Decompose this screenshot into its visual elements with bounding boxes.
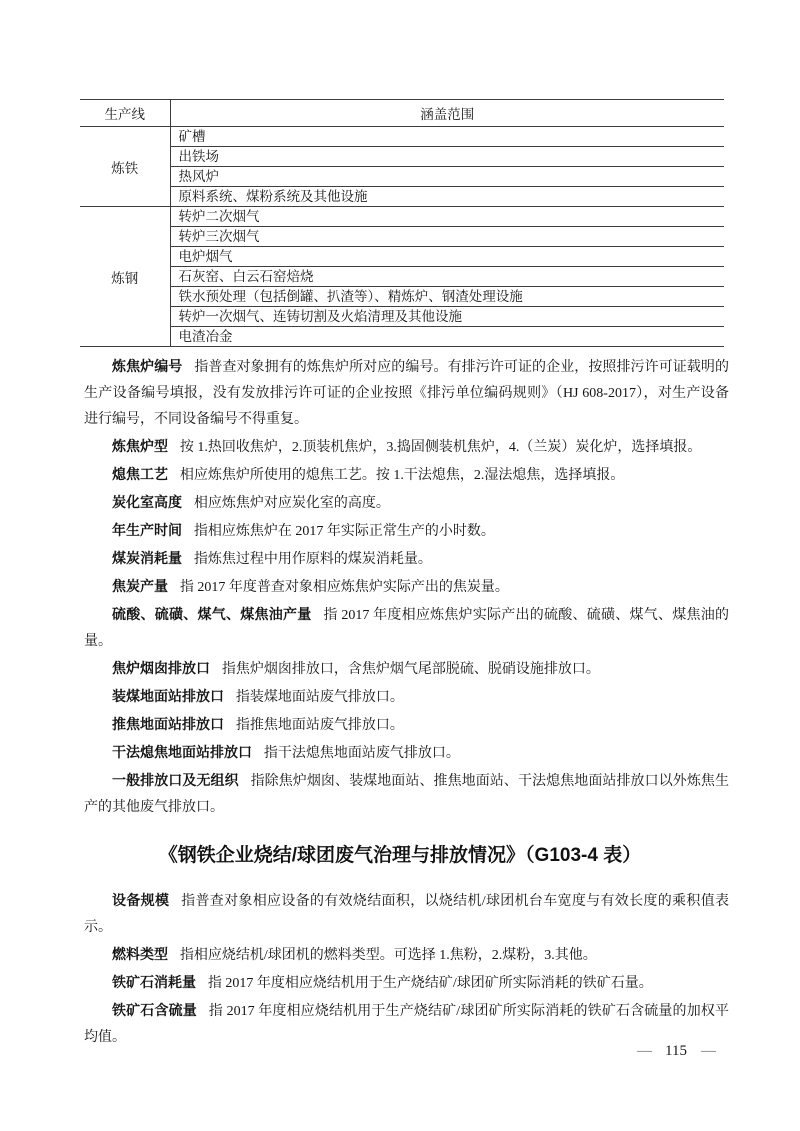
group-cell-steelmaking: 炼钢: [80, 207, 170, 347]
definition-paragraph: [84, 711, 729, 739]
definition-text: 相应炼焦炉对应炭化室的高度。: [193, 496, 390, 511]
definition-paragraph: [84, 489, 729, 517]
definition-paragraph: [84, 601, 729, 655]
definition-text: 指装煤地面站废气排放口。: [235, 690, 404, 705]
footer-page-number: 115: [665, 1043, 687, 1059]
table-row: [80, 267, 724, 287]
header-cell-coverage: 涵盖范围: [170, 100, 724, 127]
coverage-cell: 铁水预处理（包括倒罐、扒渣等）、精炼炉、钢渣处理设施: [170, 287, 724, 307]
definition-text: 指 2017 年度普查对象相应炼焦炉实际产出的焦炭量。: [179, 580, 509, 595]
table-row: [80, 327, 724, 347]
definition-text: 指干法熄焦地面站废气排放口。: [263, 746, 460, 761]
definition-paragraph: [84, 573, 729, 601]
table-row: [80, 127, 724, 147]
definition-text: 指普查对象拥有的炼焦炉所对应的编号。有排污许可证的企业，按照排污许可证载明的生产设备编号填报，没有发放排污许可证的企业按照《排污单位编码规则》（HJ 608-2017），对生产设备进行编号，不同设备编号不得重复。: [84, 360, 730, 427]
definition-paragraph: [84, 767, 729, 821]
footer-dash-right: —: [701, 1043, 715, 1059]
table-row: [80, 147, 724, 167]
term-label: 设备规模: [112, 892, 170, 908]
definitions-section-coking: [84, 353, 729, 821]
table-header-row: [80, 100, 724, 127]
term-label: 年生产时间: [112, 522, 182, 538]
definition-paragraph: [84, 997, 729, 1051]
definition-text: 指普查对象相应设备的有效烧结面积，以烧结机/球团机台车宽度与有效长度的乘积值表示。: [84, 894, 730, 935]
coverage-cell: 原料系统、煤粉系统及其他设施: [170, 187, 724, 207]
section-heading: 《钢铁企业烧结/球团废气治理与排放情况》（G103-4 表）: [158, 845, 642, 866]
table-row: [80, 227, 724, 247]
definition-paragraph: [84, 739, 729, 767]
term-label: 铁矿石含硫量: [112, 1002, 197, 1018]
definition-text: 指推焦地面站废气排放口。: [235, 718, 404, 733]
definition-paragraph: [84, 887, 729, 941]
definition-paragraph: [84, 941, 729, 969]
table-row: [80, 247, 724, 267]
definition-paragraph: [84, 517, 729, 545]
definition-text: 指相应烧结机/球团机的燃料类型。可选择 1.焦粉，2.煤粉，3.其他。: [179, 948, 597, 963]
term-label: 煤炭消耗量: [112, 550, 182, 566]
definition-text: 指相应炼焦炉在 2017 年实际正常生产的小时数。: [193, 524, 495, 539]
term-label: 炼焦炉编号: [112, 358, 183, 374]
term-label: 硫酸、硫磺、煤气、煤焦油产量: [112, 606, 312, 622]
term-label: 推焦地面站排放口: [112, 716, 224, 732]
term-label: 燃料类型: [112, 946, 168, 962]
term-label: 炭化室高度: [112, 494, 182, 510]
definition-text: 指 2017 年度相应炼焦炉实际产出的硫酸、硫磺、煤气、煤焦油的量。: [84, 608, 729, 649]
definition-paragraph: [84, 461, 729, 489]
definition-text: 指焦炉烟囱排放口，含焦炉烟气尾部脱硫、脱硝设施排放口。: [221, 662, 600, 677]
table-row: [80, 187, 724, 207]
definitions-section-sintering: [84, 887, 729, 1051]
coverage-cell: 出铁场: [170, 147, 724, 167]
table-row: [80, 167, 724, 187]
definition-paragraph: [84, 655, 729, 683]
definition-paragraph: [84, 353, 729, 433]
definition-text: 指 2017 年度相应烧结机用于生产烧结矿/球团矿所实际消耗的铁矿石量。: [207, 976, 653, 991]
coverage-cell: 电炉烟气: [170, 247, 724, 267]
production-line-table: [80, 99, 724, 347]
coverage-cell: 转炉三次烟气: [170, 227, 724, 247]
term-label: 熄焦工艺: [112, 466, 168, 482]
definition-paragraph: [84, 545, 729, 573]
term-label: 装煤地面站排放口: [112, 688, 224, 704]
definition-text: 指 2017 年度相应烧结机用于生产烧结矿/球团矿所实际消耗的铁矿石含硫量的加权平均值。: [84, 1004, 729, 1045]
coverage-cell: 电渣冶金: [170, 327, 724, 347]
coverage-cell: 转炉二次烟气: [170, 207, 724, 227]
table-row: [80, 307, 724, 327]
term-label: 焦炭产量: [112, 578, 168, 594]
definition-paragraph: [84, 433, 729, 461]
coverage-cell: 热风炉: [170, 167, 724, 187]
term-label: 干法熄焦地面站排放口: [112, 744, 252, 760]
definition-paragraph: [84, 969, 729, 997]
definition-paragraph: [84, 683, 729, 711]
definition-text: 指炼焦过程中用作原料的煤炭消耗量。: [193, 552, 432, 567]
header-cell-production-line: 生产线: [80, 100, 170, 127]
table-row: [80, 287, 724, 307]
term-label: 炼焦炉型: [112, 438, 168, 454]
term-label: 焦炉烟囱排放口: [112, 660, 210, 676]
definition-text: 指除焦炉烟囱、装煤地面站、推焦地面站、干法熄焦地面站排放口以外炼焦生产的其他废气排放口。: [84, 774, 730, 815]
term-label: 一般排放口及无组织: [112, 772, 239, 788]
page-footer: [637, 1043, 715, 1060]
table-row: [80, 207, 724, 227]
coverage-cell: 石灰窑、白云石窑焙烧: [170, 267, 724, 287]
coverage-cell: 矿槽: [170, 127, 724, 147]
definition-text: 相应炼焦炉所使用的熄焦工艺。按 1.干法熄焦，2.湿法熄焦，选择填报。: [179, 468, 625, 483]
term-label: 铁矿石消耗量: [112, 974, 196, 990]
footer-dash-left: —: [637, 1043, 652, 1059]
coverage-cell: 转炉一次烟气、连铸切割及火焰清理及其他设施: [170, 307, 724, 327]
definition-text: 按 1.热回收焦炉，2.顶装机焦炉，3.捣固侧装机焦炉，4.（兰炭）炭化炉，选择填报。: [179, 440, 702, 455]
group-cell-ironmaking: 炼铁: [80, 127, 170, 207]
